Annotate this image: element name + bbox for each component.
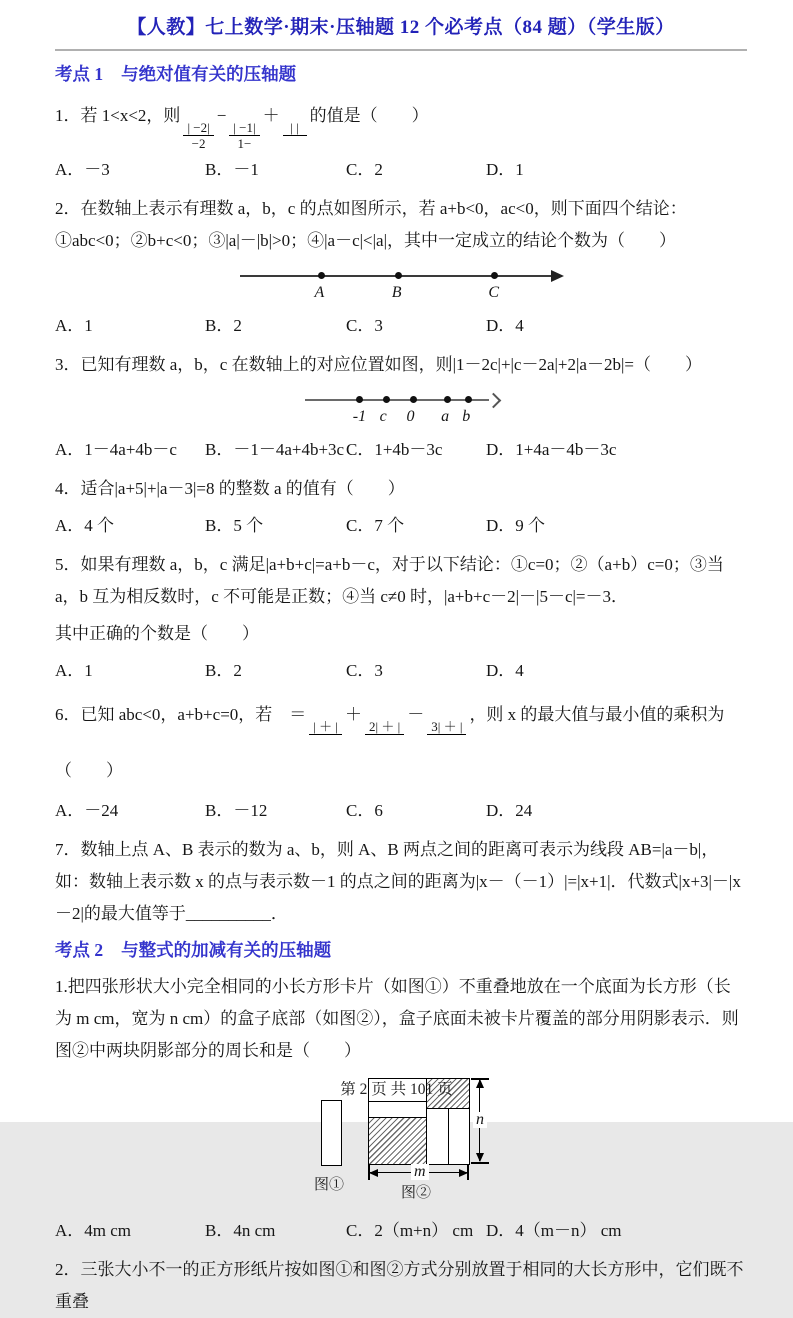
figure2-caption: 图②: [401, 1185, 432, 1201]
point-dot: [410, 396, 417, 403]
figure1-caption: 图①: [314, 1177, 345, 1193]
page-footer: 第 2 页 共 101 页: [340, 1081, 453, 1098]
question-2-options: [55, 310, 747, 342]
fraction-3: | |: [283, 120, 307, 151]
question-1-pre: 1．若 1<x<2，则: [55, 106, 181, 125]
option-a: A．1: [55, 661, 93, 680]
point-label: -1: [352, 408, 367, 425]
option-b: B．4n cm: [205, 1221, 276, 1240]
fraction-2: 2| ＋ |: [365, 719, 404, 750]
document-title: 【人教】七上数学·期末·压轴题 12 个必考点（84 题）（学生版）: [127, 17, 675, 38]
operator: −: [216, 106, 227, 125]
section2-question-1-options: [55, 1215, 747, 1247]
point-dot: [491, 272, 498, 279]
question-2: 2．在数轴上表示有理数 a，b，c 的点如图所示，若 a+b<0，ac<0，则下面四个结论：①abc<0；②b+c<0；③|a|－|b|>0；④|a－c|<|a|，其中一定成立的结论个数为（ ）: [55, 199, 687, 250]
point-dot: [356, 396, 363, 403]
question-4: 4．适合|a+5|+|a－3|=8 的整数 a 的值有（ ）: [55, 479, 405, 498]
section-heading-2: [55, 935, 747, 965]
operator: ＋: [262, 106, 280, 125]
option-a: A．－3: [55, 160, 110, 179]
axis-line: [305, 399, 489, 401]
option-d: D．4（m－n） cm: [486, 1221, 622, 1240]
point-label: 0: [406, 408, 415, 425]
option-b: B．5 个: [205, 516, 264, 535]
option-d: D．4: [486, 661, 524, 680]
option-b: B．－12: [205, 801, 268, 820]
axis-arrow-icon: [486, 393, 502, 409]
n-dimension-label: n: [473, 1112, 487, 1128]
m-dimension-label: m: [411, 1164, 429, 1180]
header-divider: [55, 49, 747, 51]
option-d: D．1+4a－4b－3c: [486, 440, 617, 459]
card-vertical-2: [448, 1108, 470, 1165]
question-3: 3．已知有理数 a，b，c 在数轴上的对应位置如图，则|1－2c|+|c－2a|+2|a－2b|=（ ）: [55, 355, 702, 374]
question-6-options: [55, 795, 747, 827]
option-d: D．9 个: [486, 516, 546, 535]
point-label: A: [314, 284, 325, 301]
option-c: C．3: [346, 316, 383, 335]
option-b: B．2: [205, 661, 242, 680]
fraction-2: $\frac{| -1|}{1-}$: [229, 120, 259, 151]
dim-tick: [471, 1162, 489, 1164]
point-dot: [395, 272, 402, 279]
card-rectangle: [321, 1100, 342, 1166]
option-c: C．3: [346, 661, 383, 680]
number-line-figure-q3: [305, 386, 497, 430]
question-6-pre: 6．已知 abc<0，a+b+c=0，若 ＝: [55, 705, 307, 724]
section2-question-1: 1.把四张形状大小完全相同的小长方形卡片（如图①）不重叠地放在一个底面为长方形（长为 m cm，宽为 n cm）的盒子底部（如图②），盒子底面未被卡片覆盖的部分用阴影表示．则图②中两块阴影部分的周长和是（ ）: [55, 977, 739, 1060]
fraction-1: $\frac{| -2|}{-2}$: [183, 120, 213, 151]
point-dot: [465, 396, 472, 403]
option-c: C．7 个: [346, 516, 405, 535]
operator: ＋: [345, 705, 362, 724]
point-dot: [318, 272, 325, 279]
option-d: D．1: [486, 160, 524, 179]
operator: －: [407, 705, 425, 724]
shaded-region-left: [368, 1117, 427, 1165]
point-dot: [444, 396, 451, 403]
option-c: C．1+4b－3c: [346, 440, 443, 459]
axis-arrow-icon: [551, 270, 564, 282]
point-label: b: [462, 408, 471, 425]
option-d: D．24: [486, 801, 533, 820]
point-dot: [383, 396, 390, 403]
fraction-1: | ＋ |: [309, 719, 342, 750]
question-1-options: [55, 154, 747, 186]
section-tag: 考点 1: [55, 64, 104, 84]
option-b: B．2: [205, 316, 242, 335]
question-5-options: [55, 655, 747, 687]
question-5: 5．如果有理数 a，b，c 满足|a+b+c|=a+b－c，对于以下结论：①c=0；②（a+b）c=0；③当 a，b 互为相反数时，c 不可能是正数；④当 c≠0 时，|a+b+c－2|－|5－c|=－3．: [55, 555, 724, 606]
fraction-3: 3| ＋ |: [427, 719, 466, 750]
option-a: A．－24: [55, 801, 119, 820]
card-vertical-1: [426, 1108, 449, 1165]
question-5-tail: 其中正确的个数是（ ）: [55, 624, 259, 643]
section-heading-1: [55, 59, 747, 89]
option-b: B．－1－4a+4b+3c: [205, 440, 345, 459]
question-6-post: ，则 x 的最大值与最小值的乘积为（ ）: [55, 705, 725, 780]
option-b: B．－1: [205, 160, 259, 179]
option-a: A．1－4a+4b－c: [55, 440, 177, 459]
section-title: 与整式的加减有关的压轴题: [121, 940, 332, 960]
section-tag: 考点 2: [55, 940, 104, 960]
option-c: C．6: [346, 801, 383, 820]
question-1-post: 的值是（ ）: [309, 106, 429, 125]
option-d: D．4: [486, 316, 524, 335]
question-7: 7．数轴上点 A、B 表示的数为 a、b，则 A、B 两点之间的距离可表示为线段 AB=|a－b|，如：数轴上表示数 x 的点与表示数－1 的点之间的距离为|x－（－1）|=|x+1|．代数式|x+3|－|x－2|的最大值等于__________．: [55, 840, 741, 923]
option-a: A．1: [55, 316, 93, 335]
section-title: 与绝对值有关的压轴题: [121, 64, 297, 84]
question-1: [55, 95, 747, 151]
point-label: c: [379, 408, 387, 425]
point-label: C: [488, 284, 500, 301]
question-6: [55, 694, 747, 792]
point-label: B: [391, 284, 402, 301]
number-line-figure-q2: [240, 262, 562, 306]
option-c: C．2: [346, 160, 383, 179]
option-a: A．4m cm: [55, 1221, 132, 1240]
question-3-options: [55, 434, 747, 466]
option-a: A．4 个: [55, 516, 115, 535]
question-4-options: [55, 510, 747, 542]
point-label: a: [441, 408, 450, 425]
option-c: C．2（m+n） cm: [346, 1221, 474, 1240]
section2-question-2: 2．三张大小不一的正方形纸片按如图①和图②方式分别放置于相同的大长方形中，它们既不重叠: [55, 1260, 744, 1311]
